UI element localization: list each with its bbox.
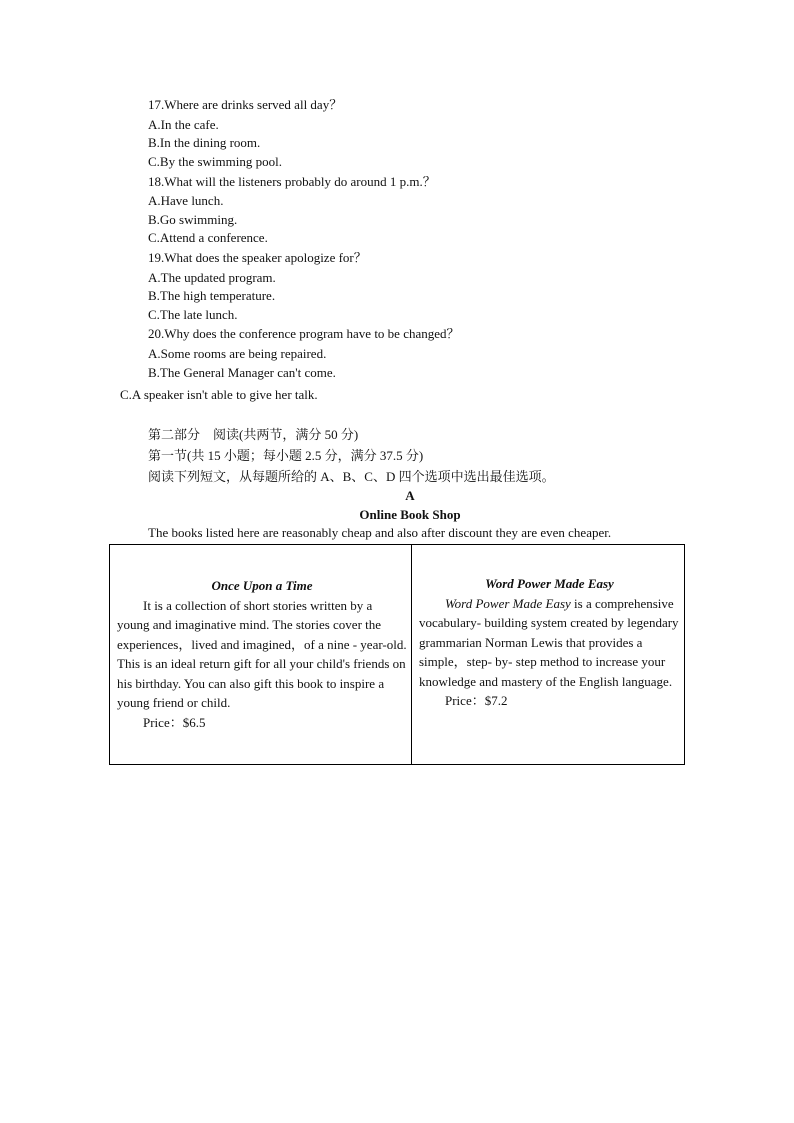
book-price: Price：$7.2 bbox=[445, 693, 508, 708]
option-a: A.Have lunch. bbox=[148, 193, 224, 208]
part-title: 第二部分 阅读(共两节，满分 50 分) bbox=[148, 427, 359, 442]
book-title: Word Power Made Easy bbox=[485, 576, 614, 591]
book-cell-once-upon-a-time bbox=[110, 545, 412, 765]
option-a: A.The updated program. bbox=[148, 270, 276, 285]
book-cell-word-power-made-easy bbox=[412, 545, 685, 765]
passage-title: Online Book Shop bbox=[359, 507, 461, 522]
question-stem: 17.Where are drinks served all day？ bbox=[148, 97, 343, 112]
option-b: B.In the dining room. bbox=[148, 135, 261, 150]
option-c: C.By the swimming pool. bbox=[148, 154, 282, 169]
book-title: Once Upon a Time bbox=[211, 578, 313, 593]
book-price: Price：$6.5 bbox=[143, 714, 206, 730]
book-description: It is a collection of short stories written by a young and imaginative mind. The stories cover the experiences，lived and imagined，of a nine - year-old. This is an ideal return gift for all your child's friends on his birthday. You can also gift this book to inspire a young friend or child. bbox=[117, 597, 407, 710]
option-a: A.Some rooms are being repaired. bbox=[148, 346, 327, 361]
option-a: A.In the cafe. bbox=[148, 117, 219, 132]
option-c: C.Attend a conference. bbox=[148, 230, 268, 245]
option-b: B.The high temperature. bbox=[148, 288, 276, 303]
subsection-title: 第一节(共 15 小题；每小题 2.5 分，满分 37.5 分) bbox=[148, 448, 424, 463]
option-b: B.Go swimming. bbox=[148, 212, 238, 227]
instruction: 阅读下列短文，从每题所给的 A、B、C、D 四个选项中选出最佳选项。 bbox=[148, 469, 555, 484]
option-c: C.A speaker isn't able to give her talk. bbox=[120, 387, 318, 402]
book-description bbox=[419, 594, 680, 692]
book-title-inline: Word Power Made Easy bbox=[445, 595, 571, 611]
question-stem: 19.What does the speaker apologize for？ bbox=[148, 250, 367, 265]
question-stem: 20.Why does the conference program have to be changed？ bbox=[148, 326, 460, 341]
passage-intro: The books listed here are reasonably cheap and also after discount they are even cheaper. bbox=[148, 525, 612, 540]
book-table bbox=[109, 544, 685, 765]
book-description-text: is a comprehensive vocabulary- building system created by legendary grammarian Norman Lewis that provides a simple，step- by- step method to increase your knowledge and mastery of the English language. bbox=[419, 595, 679, 689]
passage-letter: A bbox=[405, 488, 415, 503]
question-stem: 18.What will the listeners probably do around 1 p.m.？ bbox=[148, 174, 436, 189]
option-c: C.The late lunch. bbox=[148, 307, 238, 322]
option-b: B.The General Manager can't come. bbox=[148, 365, 336, 380]
